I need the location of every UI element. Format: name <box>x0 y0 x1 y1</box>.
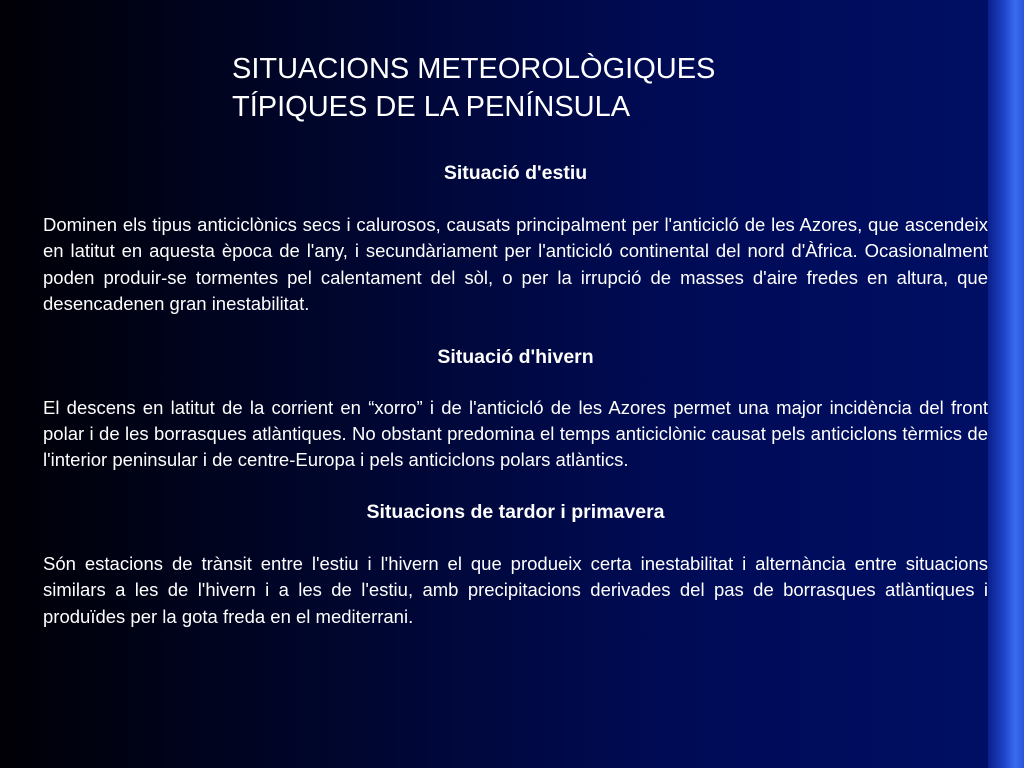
right-accent-bar <box>988 0 1024 768</box>
section-heading-autumn-spring: Situacions de tardor i primavera <box>366 500 665 523</box>
section-text-autumn-spring: Són estacions de trànsit entre l'estiu i l'hivern el que produeix certa inestabilitat i alternància entre situacions similars a les de l'hivern i a les de l'estiu, amb precipitacions derivades del pas de borrasques atlàntiques i produïdes per la gota freda en el mediterrani. <box>43 552 988 627</box>
section-heading-winter: Situació d'hivern <box>437 345 594 368</box>
slide-title-line-2: TÍPIQUES DE LA PENÍNSULA <box>232 91 631 123</box>
slide-title <box>232 50 932 126</box>
section-text-winter: El descens en latitut de la corrient en “xorro” i de l'anticicló de les Azores permet una major incidència del front polar i de les borrasques atlàntiques. No obstant predomina el temps anticiclònic causat pels anticiclons tèrmics de l'interior peninsular i de centre-Europa i pels anticiclons polars atlàntics. <box>43 396 988 471</box>
section-heading-summer: Situació d'estiu <box>443 162 588 184</box>
section-text-summer: Dominen els tipus anticiclònics secs i calurosos, causats principalment per l'anticicló de les Azores, que ascendeix en latitut en aquesta època de l'any, i secundàriament per l'anticicló continental del nord d'Àfrica. Ocasionalment poden produir-se tormentes pel calentament del sòl, o per la irrupció de masses d'aire fredes en altura, que desencadenen gran inestabilitat. <box>43 214 988 315</box>
slide-content <box>43 158 988 630</box>
slide-title-line-1: SITUACIONS METEOROLÒGIQUES <box>232 53 716 85</box>
